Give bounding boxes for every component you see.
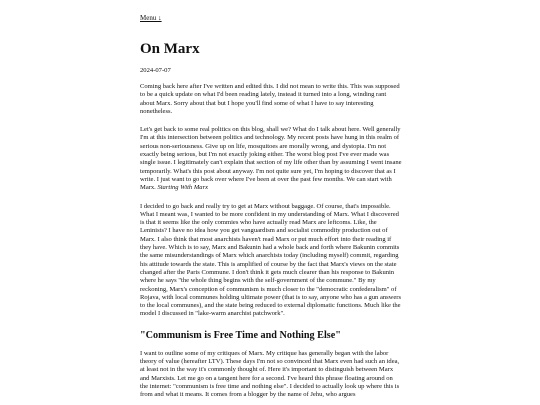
section-heading: "Communism is Free Time and Nothing Else" bbox=[140, 329, 341, 341]
page-title: On Marx bbox=[140, 41, 200, 57]
intro-paragraph: Coming back here after I've written and edited this. I did not mean to write this. This was supposed to be a quick update on what I'd been reading lately, instead it turned into a long, winding rant about Marx. Sorry about that but I hope you'll find some of what I have to say interesting nonetheless. bbox=[140, 83, 400, 115]
post-date: 2024-07-07 bbox=[140, 67, 171, 74]
content-column bbox=[140, 7, 402, 400]
section-inline-title: Starting With Marx bbox=[157, 184, 209, 192]
body-paragraph-politics-text: Let's get back to some real politics on this blog, shall we? What do I talk about here. Well generally I'm at this intersection between politics and technology. My recent posts have hung in this realm of serious non-seriousness. Give up on life, mosquitoes are morally wrong, and dystopia. I'm not exactly being serious, but I'm not exactly joking either. The worst blog post I've ever made was single issue. I legitimately can't explain that section of my life other than by assuming I went insane temporarily. What's this post about anyway. I'm not quite sure yet, I'm hoping to discover that as I write. I just want to go back over where I've been at over the past few months. We can start with Marx. bbox=[140, 126, 402, 192]
body-paragraph-politics bbox=[140, 126, 402, 192]
menu-link[interactable]: Menu ↓ bbox=[140, 14, 162, 22]
body-paragraph-marx: I decided to go back and really try to get at Marx without baggage. Of course, that's impossible. What I meant was, I wanted to be more confident in my understanding of Marx. What I discovered is that it seems like the only commies who have actually read Marx are leftcoms. Like, the Leninists? I have no idea how you get vanguardism and socialist commodity production out of Marx. I also think that most anarchists haven't read Marx or put much effort into their reading if they have. Which is to say, Marx and Bakunin had a whole back and forth where Bakunin commits the same misunderstandings of Marx which anarchists today (including myself) commit, regarding his attitude towards the state. This is amplified of course by the fact that Marx's views on the state changed after the Paris Commune. I don't think it gets much clearer than his response to Bakunin where he says "the whole thing begins with the self-government of the commune." By my reckoning, Marx's conception of communism is much closer to the "democratic confederalism" of Rojava, with local communes holding ultimate power (that is to say, anyone who has a gun answers to the local communes), and the state being reduced to external diplomatic functions. Much like the model I discussed in "lake-warm anarchist patchwork". bbox=[140, 202, 402, 318]
section-paragraph: I want to outline some of my critiques of Marx. My critique has generally began with the labor theory of value (hereafter LTV). These days I'm not so convinced that Marx even had such an idea, at least not in the way it's commonly thought of. Here it's important to distinguish between Marx and Marxists. Let me go on a tangent here for a second. I've heard this phrase floating around on the internet: "communism is free time and nothing else". I decided to actually look up where this is from and what it means. It comes from a blogger by the name of Jehu, who argues bbox=[140, 349, 400, 399]
